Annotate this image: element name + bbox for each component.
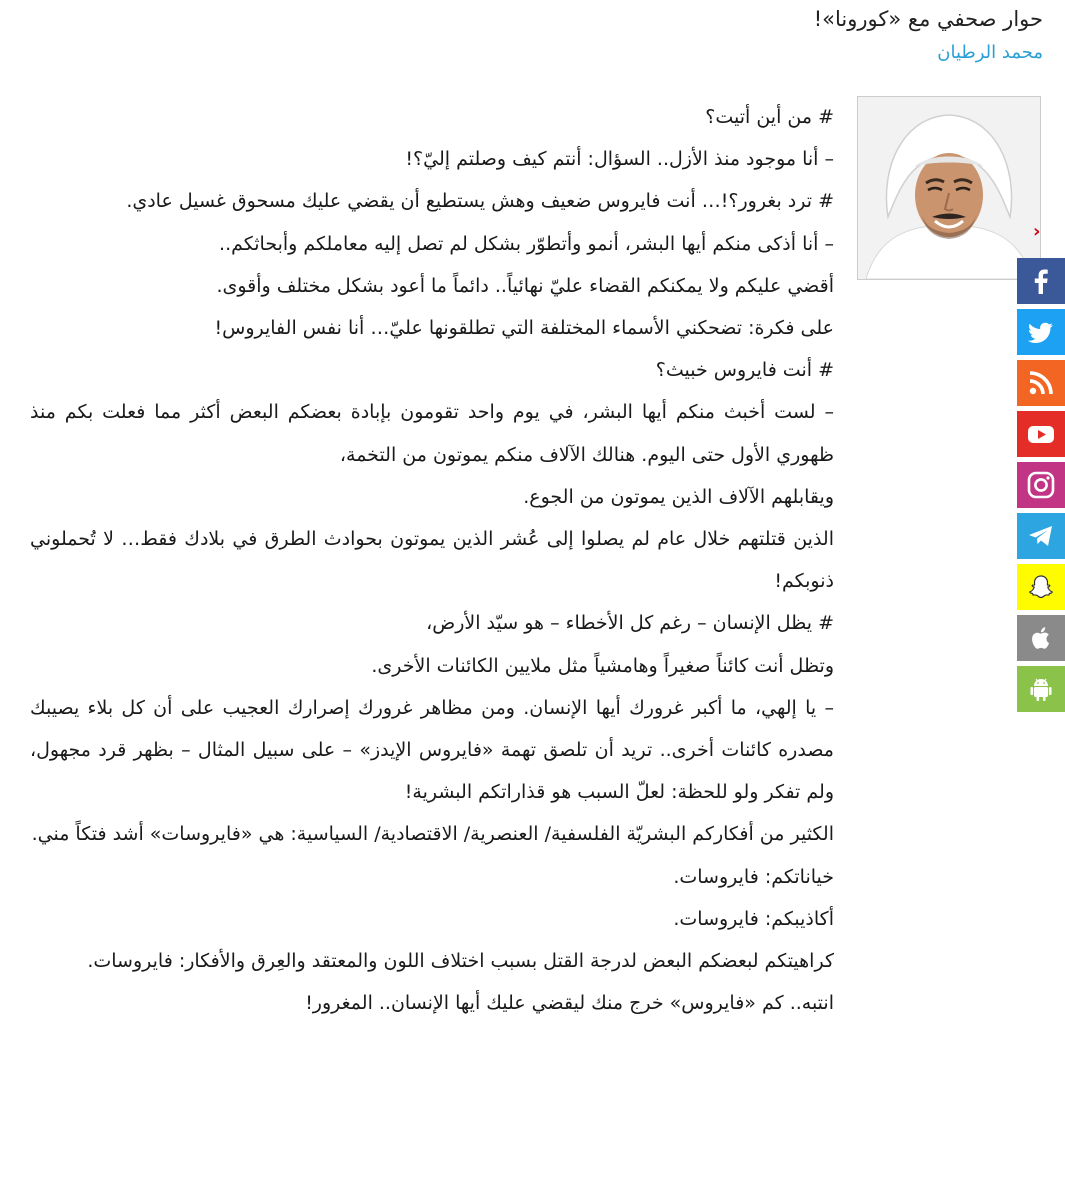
social-sidebar bbox=[1017, 258, 1065, 717]
article-title: حوار صحفي مع «كورونا»! bbox=[813, 7, 1043, 31]
article-body bbox=[30, 96, 834, 1024]
author-avatar-icon bbox=[858, 97, 1040, 279]
apple-button[interactable] bbox=[1017, 615, 1065, 661]
article-paragraph: أقضي عليكم ولا يمكنكم القضاء عليّ نهائياً.. دائماً ما أعود بشكل مختلف وأقوى. bbox=[216, 274, 834, 297]
article-paragraph: الذين قتلتهم خلال عام لم يصلوا إلى عُشر الذين يموتون بحوادث الطرق في بلادك فقط… لا تُحملوني ذنوبكم! bbox=[30, 528, 834, 593]
article-paragraph: ويقابلهم الآلاف الذين يموتون من الجوع. bbox=[523, 485, 834, 508]
article-paragraph: الكثير من أفكاركم البشريّة الفلسفية/ العنصرية/ الاقتصادية/ السياسية: هي «فايروسات» أشد فتكاً مني. bbox=[31, 823, 834, 846]
author-photo bbox=[857, 96, 1041, 280]
author-link[interactable]: محمد الرطيان bbox=[937, 42, 1043, 63]
rss-icon bbox=[1026, 368, 1056, 398]
article-paragraph: – لست أخبث منكم أيها البشر، في يوم واحد تقومون بإبادة بعضكم البعض أكثر مما فعلت بكم منذ ظهوري الأول حتى اليوم. هنالك الآلاف منكم يموتون من التخمة، bbox=[30, 401, 834, 466]
rss-button[interactable] bbox=[1017, 360, 1065, 406]
article-paragraph: أكاذيبكم: فايروسات. bbox=[673, 907, 834, 930]
facebook-icon bbox=[1026, 266, 1056, 296]
article-paragraph: # أنت فايروس خبيث؟ bbox=[655, 359, 834, 382]
article-header bbox=[143, 4, 1043, 66]
apple-icon bbox=[1026, 623, 1056, 653]
telegram-icon bbox=[1026, 521, 1056, 551]
article-paragraph: كراهيتكم لبعضكم البعض لدرجة القتل بسبب اختلاف اللون والمعتقد والعِرق والأفكار: فايروسات. bbox=[87, 950, 834, 973]
android-icon bbox=[1026, 674, 1056, 704]
instagram-icon bbox=[1025, 469, 1057, 501]
article-paragraph: # من أين أتيت؟ bbox=[705, 106, 834, 128]
article-paragraph: # ترد بغرور؟!… أنت فايروس ضعيف وهش يستطيع أن يقضي عليك مسحوق غسيل عادي. bbox=[126, 190, 834, 213]
youtube-icon bbox=[1025, 419, 1057, 449]
twitter-icon bbox=[1026, 317, 1056, 347]
article-paragraph: على فكرة: تضحكني الأسماء المختلفة التي تطلقونها عليّ… أنا نفس الفايروس! bbox=[214, 317, 834, 340]
article-paragraph: وتظل أنت كائناً صغيراً وهامشياً مثل ملايين الكائنات الأخرى. bbox=[371, 654, 834, 677]
android-button[interactable] bbox=[1017, 666, 1065, 712]
facebook-button[interactable] bbox=[1017, 258, 1065, 304]
chevron-right-icon[interactable]: › bbox=[1033, 221, 1041, 242]
youtube-button[interactable] bbox=[1017, 411, 1065, 457]
instagram-button[interactable] bbox=[1017, 462, 1065, 508]
snapchat-icon bbox=[1026, 572, 1056, 602]
article-paragraph: – يا إلهي، ما أكبر غرورك أيها الإنسان. ومن مظاهر غرورك إصرارك العجيب على أن كل بلاء يصيبك مصدره كائنات أخرى.. تريد أن تلصق تهمة «فايروس الإيدز» – على سبيل المثال – بظهر قرد مجهول، ولم تفكر ولو للحظة: لعلّ السبب هو قذاراتكم البشرية! bbox=[30, 696, 834, 804]
article-paragraph: – أنا أذكى منكم أيها البشر، أنمو وأتطوّر بشكل لم تصل إليه معاملكم وأبحاثكم.. bbox=[219, 232, 834, 255]
article-paragraph: انتبه.. كم «فايروس» خرج منك ليقضي عليك أيها الإنسان.. المغرور! bbox=[305, 992, 834, 1015]
telegram-button[interactable] bbox=[1017, 513, 1065, 559]
article-paragraph: خياناتكم: فايروسات. bbox=[673, 865, 834, 888]
twitter-button[interactable] bbox=[1017, 309, 1065, 355]
article-paragraph: # يظل الإنسان – رغم كل الأخطاء – هو سيّد الأرض، bbox=[426, 612, 834, 635]
article-paragraph: – أنا موجود منذ الأزل.. السؤال: أنتم كيف وصلتم إليّ؟! bbox=[405, 148, 834, 171]
snapchat-button[interactable] bbox=[1017, 564, 1065, 610]
